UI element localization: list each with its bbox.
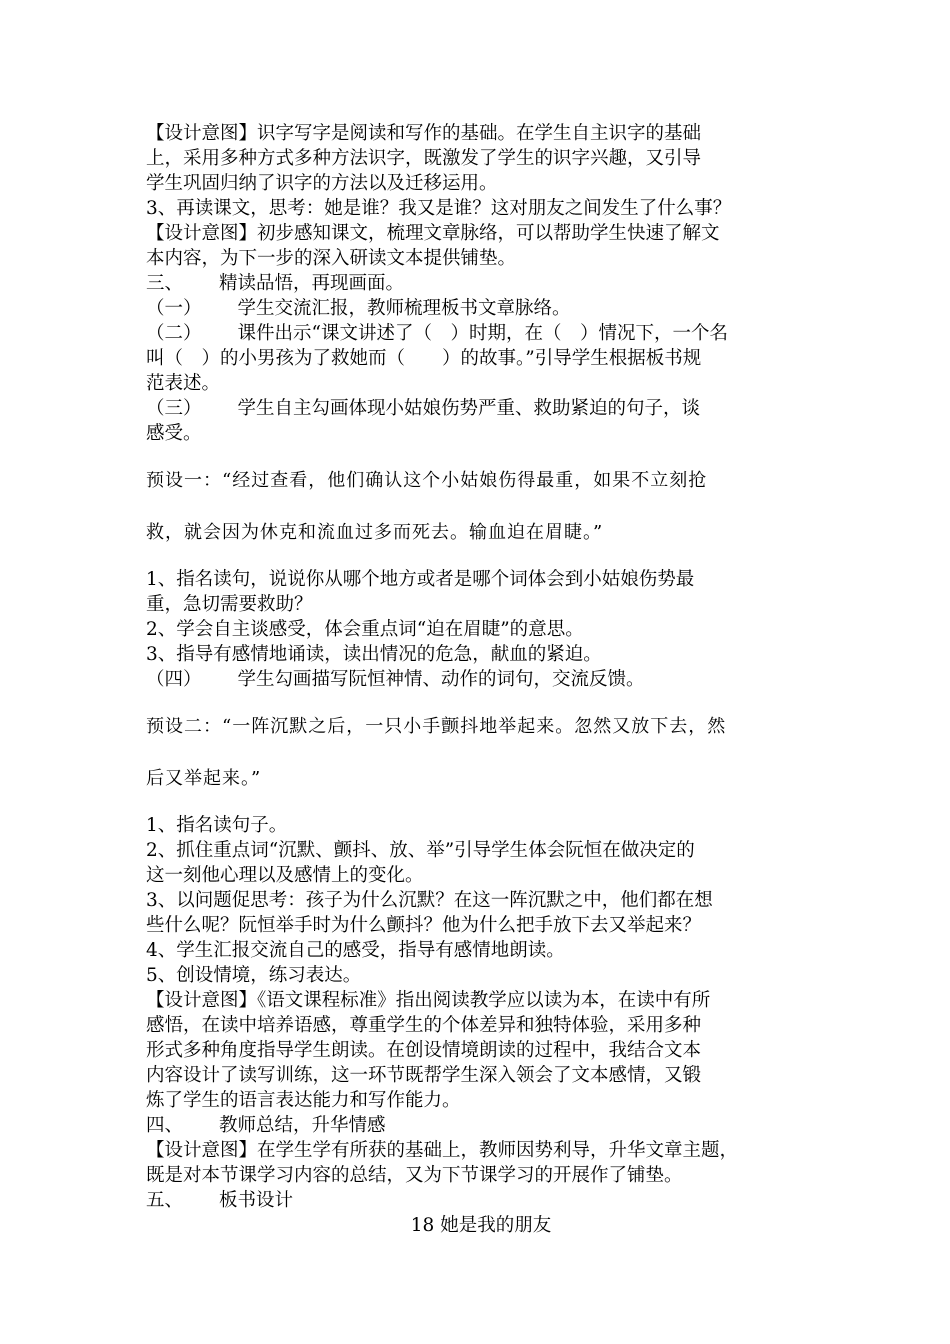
section-title: 精读品悟，再现画面。 xyxy=(219,273,405,294)
list-item: 4、学生汇报交流自己的感受，指导有感情地朗读。 xyxy=(146,940,565,961)
subsection-text: 学生交流汇报，教师梳理板书文章脉络。 xyxy=(237,298,571,319)
board-title: 18 她是我的朋友 xyxy=(410,1215,552,1236)
subsection-number: （二） xyxy=(146,323,202,344)
text-line: 既是对本节课学习内容的总结，又为下节课学习的开展作了铺垫。 xyxy=(146,1165,683,1186)
text-line: 叫（ ）的小男孩为了救她而（ ）的故事。”引导学生根据板书规 xyxy=(146,348,702,369)
subsection-text: 学生自主勾画体现小姑娘伤势严重、救助紧迫的句子，谈 xyxy=(237,398,701,419)
preset-quote-2-line: 后又举起来。” xyxy=(146,768,262,789)
text-line: 感受。 xyxy=(146,423,202,444)
list-item: 3、指导有感情地诵读，读出情况的危急，献血的紧迫。 xyxy=(146,644,602,665)
text-line: 内容设计了读写训练，这一环节既帮学生深入领会了文本感情，又锻 xyxy=(146,1065,702,1086)
text-line: 【设计意图】初步感知课文，梳理文章脉络，可以帮助学生快速了解文 xyxy=(146,223,720,244)
section-heading-5 xyxy=(146,1188,816,1213)
text-line: 【设计意图】《语文课程标准》指出阅读教学应以读为本，在读中有所 xyxy=(146,990,711,1011)
text-line: 学生巩固归纳了识字的方法以及迁移运用。 xyxy=(146,173,498,194)
text-line: 上，采用多种方式多种方法识字，既激发了学生的识字兴趣，又引导 xyxy=(146,148,702,169)
section-number: 三、 xyxy=(146,273,184,294)
subsection-number: （一） xyxy=(146,298,202,319)
subsection-text: 课件出示“课文讲述了（ ）时期，在（ ）情况下，一个名 xyxy=(237,323,728,344)
document-body xyxy=(146,121,816,1238)
text-line: 本内容，为下一步的深入研读文本提供铺垫。 xyxy=(146,248,517,269)
text-line: 3、再读课文，思考：她是谁？我又是谁？这对朋友之间发生了什么事？ xyxy=(146,198,732,219)
preset-quote-1-line: 救，就会因为休克和流血过多而死去。输血迫在眉睫。” xyxy=(146,522,604,543)
list-item: 2、抓住重点词“沉默、颤抖、放、举”引导学生体会阮恒在做决定的 xyxy=(146,840,695,861)
preset-quote-1-line: 预设一：“经过查看，他们确认这个小姑娘伤得最重，如果不立刻抢 xyxy=(146,470,708,491)
section-title: 教师总结，升华情感 xyxy=(219,1115,386,1136)
section-number: 五、 xyxy=(146,1190,184,1211)
list-item: 3、以问题促思考：孩子为什么沉默？在这一阵沉默之中，他们都在想 xyxy=(146,890,713,911)
list-item: 1、指名读句子。 xyxy=(146,815,288,836)
preset-quote-2-line: 预设二：“一阵沉默之后，一只小手颤抖地举起来。忽然又放下去，然 xyxy=(146,716,727,737)
subsection-text: 学生勾画描写阮恒神情、动作的词句，交流反馈。 xyxy=(237,669,645,690)
section-heading-3 xyxy=(146,271,816,296)
section-number: 四、 xyxy=(146,1115,184,1136)
subsection-number: （三） xyxy=(146,398,202,419)
subsection-2 xyxy=(146,321,816,346)
text-line: 形式多种角度指导学生朗读。在创设情境朗读的过程中，我结合文本 xyxy=(146,1040,702,1061)
list-item: 重，急切需要救助？ xyxy=(146,594,313,615)
subsection-number: （四） xyxy=(146,669,202,690)
list-item: 1、指名读句，说说你从哪个地方或者是哪个词体会到小姑娘伤势最 xyxy=(146,569,695,590)
section-title: 板书设计 xyxy=(219,1190,294,1211)
text-line: 炼了学生的语言表达能力和写作能力。 xyxy=(146,1090,461,1111)
text-line: 范表述。 xyxy=(146,373,221,394)
section-heading-4 xyxy=(146,1113,816,1138)
list-item: 2、学会自主谈感受，体会重点词“迫在眉睫”的意思。 xyxy=(146,619,584,640)
subsection-1 xyxy=(146,296,816,321)
list-item: 些什么呢？阮恒举手时为什么颤抖？他为什么把手放下去又举起来？ xyxy=(146,915,702,936)
subsection-3 xyxy=(146,396,816,421)
list-item: 5、创设情境，练习表达。 xyxy=(146,965,362,986)
list-item: 这一刻他心理以及感情上的变化。 xyxy=(146,865,424,886)
text-line: 【设计意图】在学生学有所获的基础上，教师因势利导，升华文章主题， xyxy=(146,1140,739,1161)
text-line: 【设计意图】识字写字是阅读和写作的基础。在学生自主识字的基础 xyxy=(146,123,702,144)
text-line: 感悟，在读中培养语感，尊重学生的个体差异和独特体验，采用多种 xyxy=(146,1015,702,1036)
subsection-4 xyxy=(146,667,816,692)
